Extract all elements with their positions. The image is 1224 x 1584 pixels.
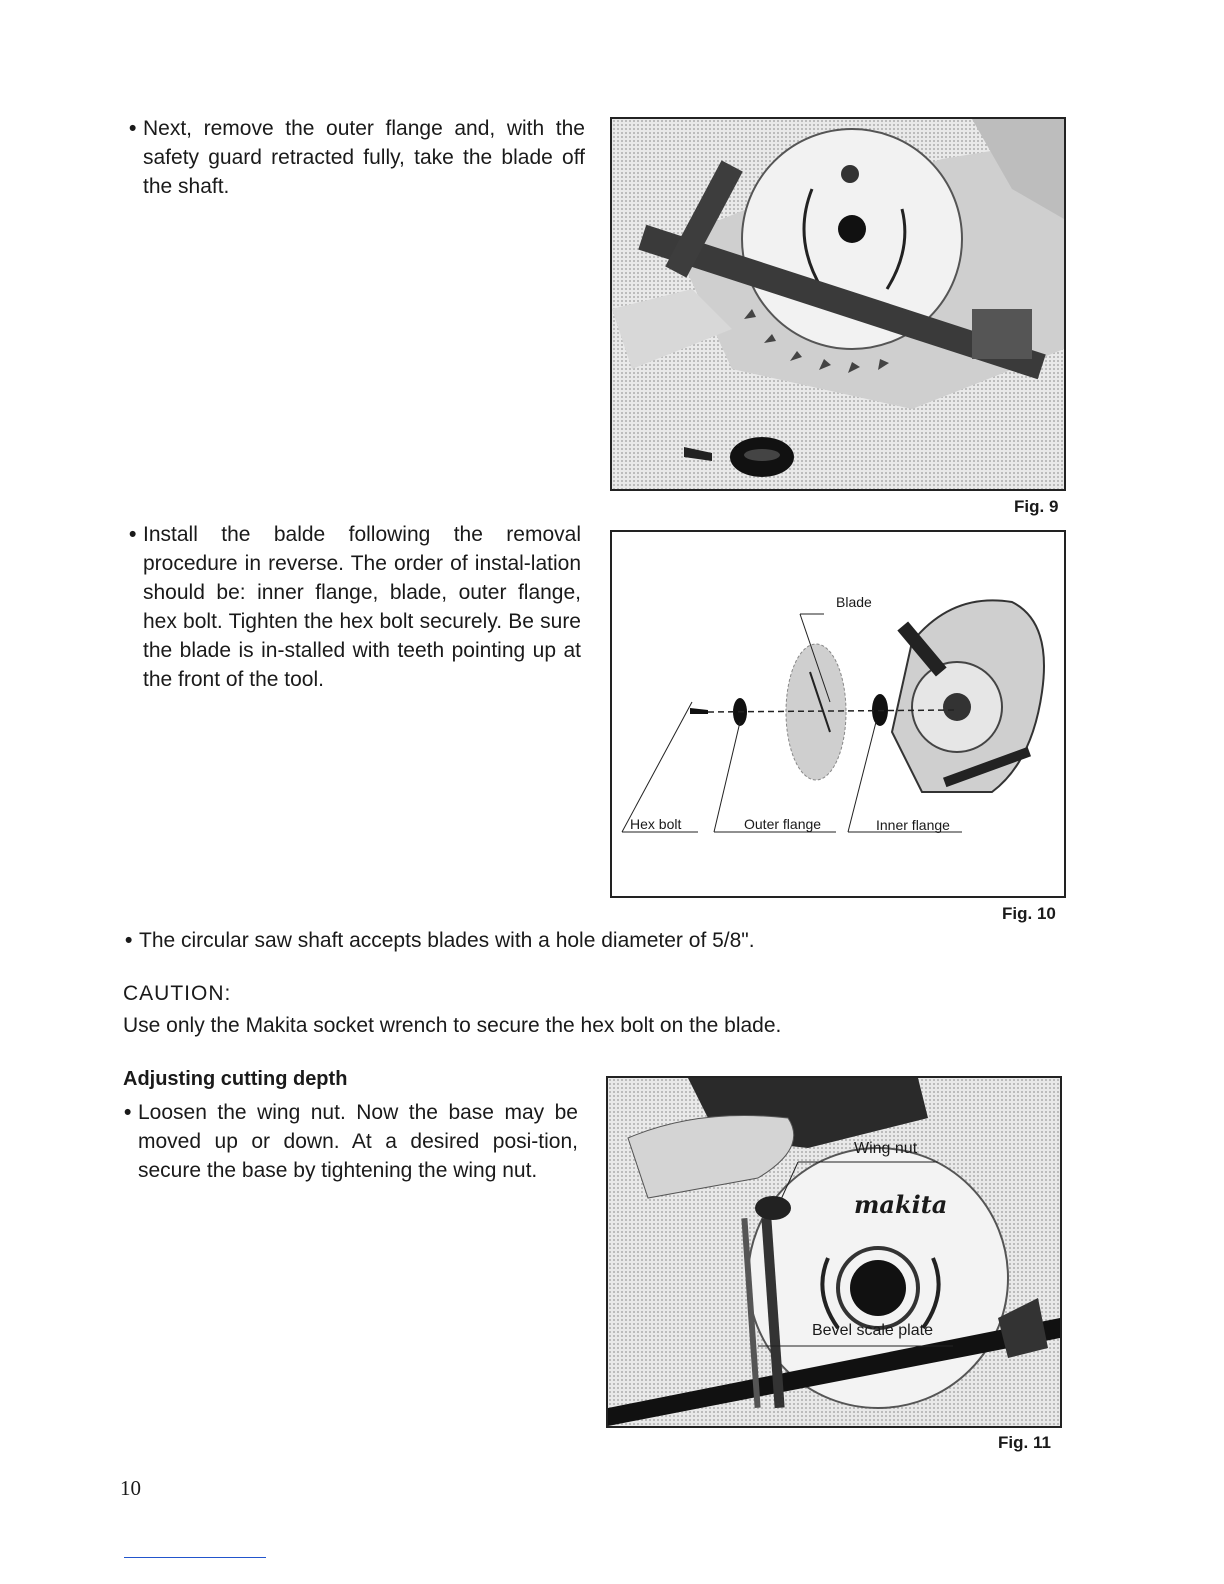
bullet-dot: • (129, 523, 137, 546)
bullet-dot: • (124, 1101, 132, 1124)
remove-blade-paragraph (129, 114, 585, 201)
fig10-illustration (612, 532, 1064, 896)
fig9-photo (610, 117, 1066, 491)
shaft-note-text: The circular saw shaft accepts blades with a hole diameter of 5/8". (139, 929, 755, 952)
remove-blade-text: Next, remove the outer flange and, with the safety guard retracted fully, take the blade off the shaft. (143, 117, 585, 198)
bullet-dot: • (125, 929, 133, 952)
fig10-diagram (610, 530, 1066, 898)
wing-nut-callout: Wing nut (854, 1140, 918, 1157)
fig11-label: Fig. 11 (998, 1433, 1051, 1452)
fig11-logo: makita (854, 1190, 948, 1219)
depth-paragraph (124, 1098, 578, 1185)
shaft-note-paragraph (125, 926, 939, 955)
caution-title: CAUTION: (123, 982, 232, 1005)
bullet-dot: • (129, 117, 137, 140)
depth-heading: Adjusting cutting depth (123, 1068, 348, 1090)
install-blade-text: Install the balde following the removal procedure in reverse. The order of instal-lation should be: inner flange, blade, outer flange, hex bolt. Tighten the hex bolt securely. Be sure the blade is in-stalled with teeth pointing up at the front of the tool. (143, 523, 581, 691)
caution-text: Use only the Makita socket wrench to secure the hex bolt on the blade. (123, 1014, 782, 1037)
fig9-illustration (612, 119, 1064, 489)
install-blade-paragraph (129, 520, 581, 694)
fig11-photo (606, 1076, 1062, 1428)
blade-callout: Blade (836, 594, 872, 610)
depth-text: Loosen the wing nut. Now the base may be moved up or down. At a desired posi-tion, secure the base by tightening the wing nut. (138, 1101, 578, 1182)
footer-rule (124, 1557, 266, 1558)
inner-flange-callout: Inner flange (876, 817, 950, 833)
bevel-scale-plate-callout: Bevel scale plate (812, 1322, 933, 1339)
page-number: 10 (120, 1476, 141, 1500)
fig11-illustration (608, 1078, 1060, 1426)
fig10-label: Fig. 10 (1002, 904, 1056, 923)
fig9-label: Fig. 9 (1014, 497, 1059, 516)
outer-flange-callout: Outer flange (744, 816, 822, 832)
hex-bolt-callout: Hex bolt (630, 816, 682, 832)
